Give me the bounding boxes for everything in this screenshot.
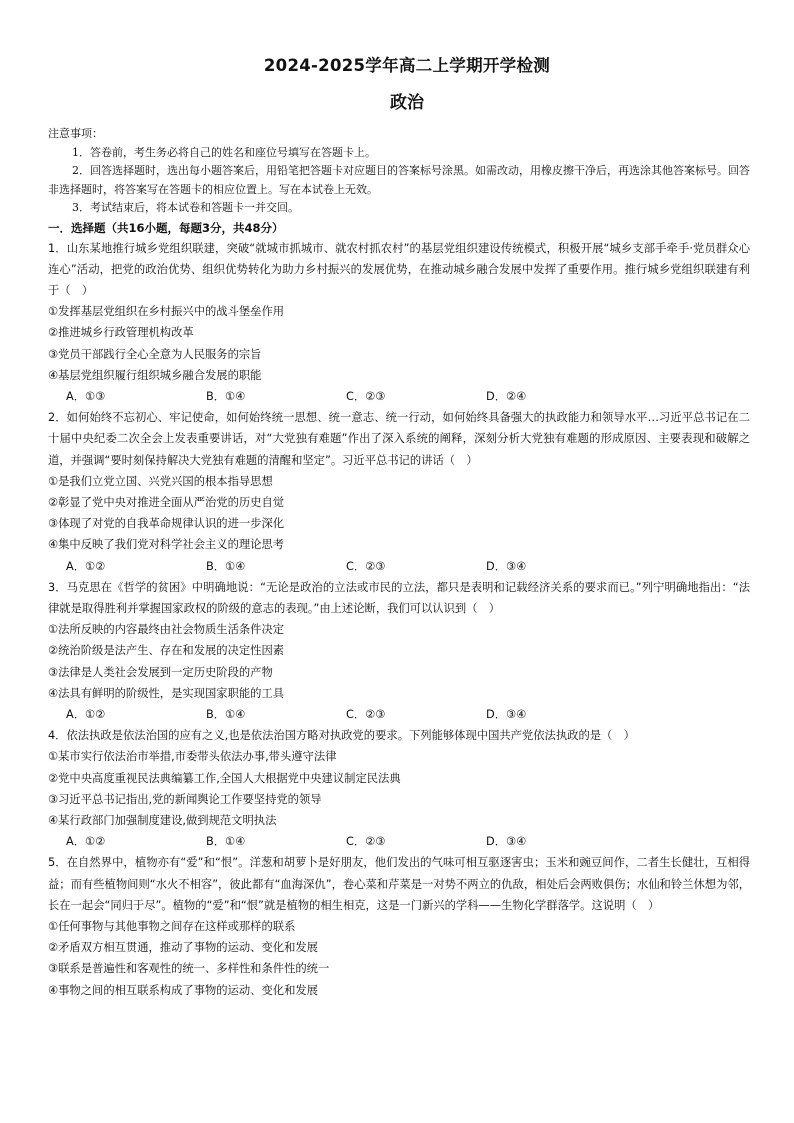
question-option: ③党员干部践行全心全意为人民服务的宗旨 xyxy=(48,347,262,361)
notice-heading: 注意事项： xyxy=(48,127,103,140)
question-option: ②矛盾双方相互贯通，推动了事物的运动、变化和发展 xyxy=(48,941,318,955)
question-option: ②统治阶级是法产生、存在和发展的决定性因素 xyxy=(48,644,285,658)
question-option: ①某市实行依法治市举措,市委带头依法办事,带头遵守法律 xyxy=(48,750,337,764)
question-option: ③联系是普遍性和客观性的统一、多样性和条件性的统一 xyxy=(48,962,330,976)
question-option: ④法具有鲜明的阶级性，是实现国家职能的工具 xyxy=(48,686,285,700)
choice-b: B．①④ xyxy=(206,389,246,403)
question xyxy=(48,852,750,1000)
exam-page xyxy=(48,52,750,1001)
answer-choices xyxy=(48,831,750,852)
question-option: ①法所反映的内容最终由社会物质生活条件决定 xyxy=(48,623,285,637)
question-option: ②彰显了党中央对推进全面从严治党的历史自觉 xyxy=(48,495,285,509)
question xyxy=(48,725,750,852)
choice-a: A．①③ xyxy=(66,389,106,403)
question-stem: 1．山东某地推行城乡党组织联建，突破“就城市抓城市、就农村抓农村”的基层党组织建设传统模式，积极开展“城乡支部手牵手·党员群众心连心”活动，把党的政治优势、组织优势转化为助力乡村振兴的发展优势，在推动城乡融合发展中发挥了重要作用。推行城乡党组织联建有利于（ ） xyxy=(48,241,750,297)
choice-b: B．①④ xyxy=(206,835,246,849)
page-title: 2024-2025学年高二上学期开学检测 xyxy=(263,56,551,75)
choice-a: A．①② xyxy=(66,707,106,721)
question xyxy=(48,407,750,577)
choice-b: B．①④ xyxy=(206,707,246,721)
choice-d: D．③④ xyxy=(486,835,527,849)
notice-item: 3．考试结束后，将本试卷和答题卡一并交回。 xyxy=(72,201,299,214)
question-option: ②推进城乡行政管理机构改革 xyxy=(48,326,194,340)
question-option: ③体现了对党的自我革命规律认识的进一步深化 xyxy=(48,517,285,531)
choice-d: D．②④ xyxy=(486,389,527,403)
question-stem: 3．马克思在《哲学的贫困》中明确地说：“无论是政治的立法或市民的立法，都只是表明和记载经济关系的要求而已。”列宁明确地指出：“法律就是取得胜利并掌握国家政权的阶级的意志的表现。”由上述论断，我们可以认识到（ ） xyxy=(48,580,750,615)
question-option: ④事物之间的相互联系构成了事物的运动、变化和发展 xyxy=(48,983,318,997)
subject-title: 政治 xyxy=(390,93,424,113)
question-option: ②党中央高度重视民法典编纂工作,全国人大根据党中央建议制定民法典 xyxy=(48,771,401,785)
choice-b: B．①④ xyxy=(206,559,246,573)
answer-choices xyxy=(48,704,750,725)
question-option: ①任何事物与其他事物之间存在这样或那样的联系 xyxy=(48,920,296,933)
question-option: ①发挥基层党组织在乡村振兴中的战斗堡垒作用 xyxy=(48,305,285,319)
choice-d: D．③④ xyxy=(486,559,527,573)
choice-c: C．②③ xyxy=(346,707,386,721)
question xyxy=(48,238,750,408)
question-option: ④某行政部门加强制度建设,做到规范文明执法 xyxy=(48,813,277,827)
choice-c: C．②③ xyxy=(346,389,386,403)
question-stem: 5．在自然界中，植物亦有“爱”和“恨”。洋葱和胡萝卜是好朋友，他们发出的气味可相互驱逐害虫；玉米和豌豆间作，二者生长健壮，互相得益；而有些植物间则“水火不相容”，彼此都有“血海深仇”，卷心菜和芹菜是一对势不两立的仇敌，相处后会两败俱伤；水仙和铃兰休想为邻，长在一起会“同归于尽”。植物的“爱”和“恨”就是植物的相生相克，这是一门新兴的学科——生物化学群落学。这说明（ ） xyxy=(48,856,750,912)
notice-item: 1．答卷前，考生务必将自己的姓名和座位号填写在答题卡上。 xyxy=(72,145,376,159)
choice-a: A．①② xyxy=(66,559,106,573)
answer-choices xyxy=(48,556,750,577)
question-stem: 2．如何始终不忘初心、牢记使命，如何始终统一思想、统一意志、统一行动，如何始终具备强大的执政能力和领导水平…习近平总书记在二十届中央纪委二次全会上发表重要讲话，对“大党独有难题”作出了深入系统的阐释，深刻分析大党独有难题的形成原因、主要表现和破解之道，并强调“要时刻保持解决大党独有难题的清醒和坚定”。习近平总书记的讲话（ ） xyxy=(48,411,750,467)
answer-choices xyxy=(48,386,750,407)
choice-c: C．②③ xyxy=(346,835,386,849)
notice-item: 2．回答选择题时，选出每小题答案后，用铅笔把答题卡对应题目的答案标号涂黑。如需改动，用橡皮擦干净后，再选涂其他答案标号。回答非选择题时，将答案写在答题卡的相应位置上。写在本试卷上无效。 xyxy=(48,164,750,196)
question-option: ④集中反映了我们党对科学社会主义的理论思考 xyxy=(48,538,285,552)
question-option: ③习近平总书记指出,党的新闻舆论工作要坚持党的领导 xyxy=(48,792,322,806)
question-option: ④基层党组织履行组织城乡融合发展的职能 xyxy=(48,368,262,382)
choice-c: C．②③ xyxy=(346,559,386,573)
section-title: 一．选择题（共16小题，每题3分，共48分） xyxy=(48,220,284,235)
question-option: ③法律是人类社会发展到一定历史阶段的产物 xyxy=(48,665,273,679)
question xyxy=(48,577,750,725)
choice-d: D．③④ xyxy=(486,707,527,721)
question-stem: 4．依法执政是依法治国的应有之义,也是依法治国方略对执政党的要求。下列能够体现中国共产党依法执政的是（ ） xyxy=(48,729,635,743)
choice-a: A．①② xyxy=(66,835,106,849)
question-option: ①是我们立党立国、兴党兴国的根本指导思想 xyxy=(48,474,273,488)
notice-block xyxy=(48,125,750,218)
